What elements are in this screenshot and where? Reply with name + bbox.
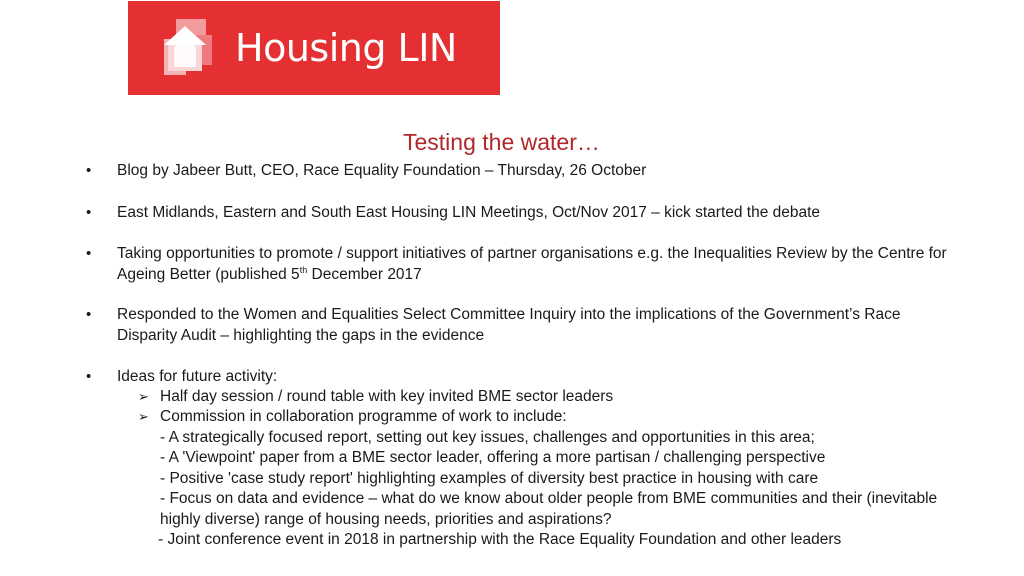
bullet-glyph: • (86, 204, 92, 221)
sub-item-text: Commission in collaboration programme of work to include: (160, 408, 567, 425)
sub-sub-item: - Joint conference event in 2018 in partnership with the Race Equality Foundation and other leaders (158, 531, 842, 548)
bullet-item: Responded to the Women and Equalities Select Committee Inquiry into the implications of the Government’s Race Disparity Audit – highlighting the gaps in the evidence (117, 306, 901, 344)
bullet-glyph: • (86, 368, 92, 385)
bullet-glyph: • (86, 245, 92, 262)
superscript: th (299, 264, 308, 275)
bullet-item: Blog by Jabeer Butt, CEO, Race Equality Foundation – Thursday, 26 October (117, 162, 647, 179)
sub-sub-item: - Positive 'case study report' highlighting examples of diversity best practice in housing with care (160, 470, 819, 487)
sub-sub-item: - Focus on data and evidence – what do we know about older people from BME communities and their (inevitable highly diverse) range of housing needs, priorities and aspirations? (160, 490, 938, 528)
bullet-text: Taking opportunities to promote / support initiatives of partner organisations e.g. the Inequalities Review by the Centre for Ageing Better (published 5 (117, 245, 947, 283)
house-logo-icon (158, 19, 222, 79)
sub-item-text: Half day session / round table with key invited BME sector leaders (160, 388, 614, 405)
arrow-bullet-icon: ➢ (138, 389, 149, 404)
bullet-item: East Midlands, Eastern and South East Housing LIN Meetings, Oct/Nov 2017 – kick started the debate (117, 204, 821, 221)
arrow-bullet-icon: ➢ (138, 409, 149, 424)
sub-sub-item: - A strategically focused report, setting out key issues, challenges and opportunities in this area; (160, 429, 815, 446)
sub-sub-item: - A 'Viewpoint' paper from a BME sector leader, offering a more partisan / challenging perspective (160, 449, 826, 466)
housing-lin-logo (128, 1, 500, 95)
bullet-item: Ideas for future activity: (117, 368, 278, 385)
bullet-glyph: • (86, 162, 92, 179)
sub-item (138, 407, 567, 428)
logo-text: Housing LIN (235, 26, 457, 70)
bullet-text: December 2017 (307, 265, 422, 283)
slide-title: Testing the water… (403, 129, 600, 155)
bullet-item (117, 244, 947, 285)
sub-item (138, 387, 613, 408)
bullet-glyph: • (86, 306, 92, 323)
